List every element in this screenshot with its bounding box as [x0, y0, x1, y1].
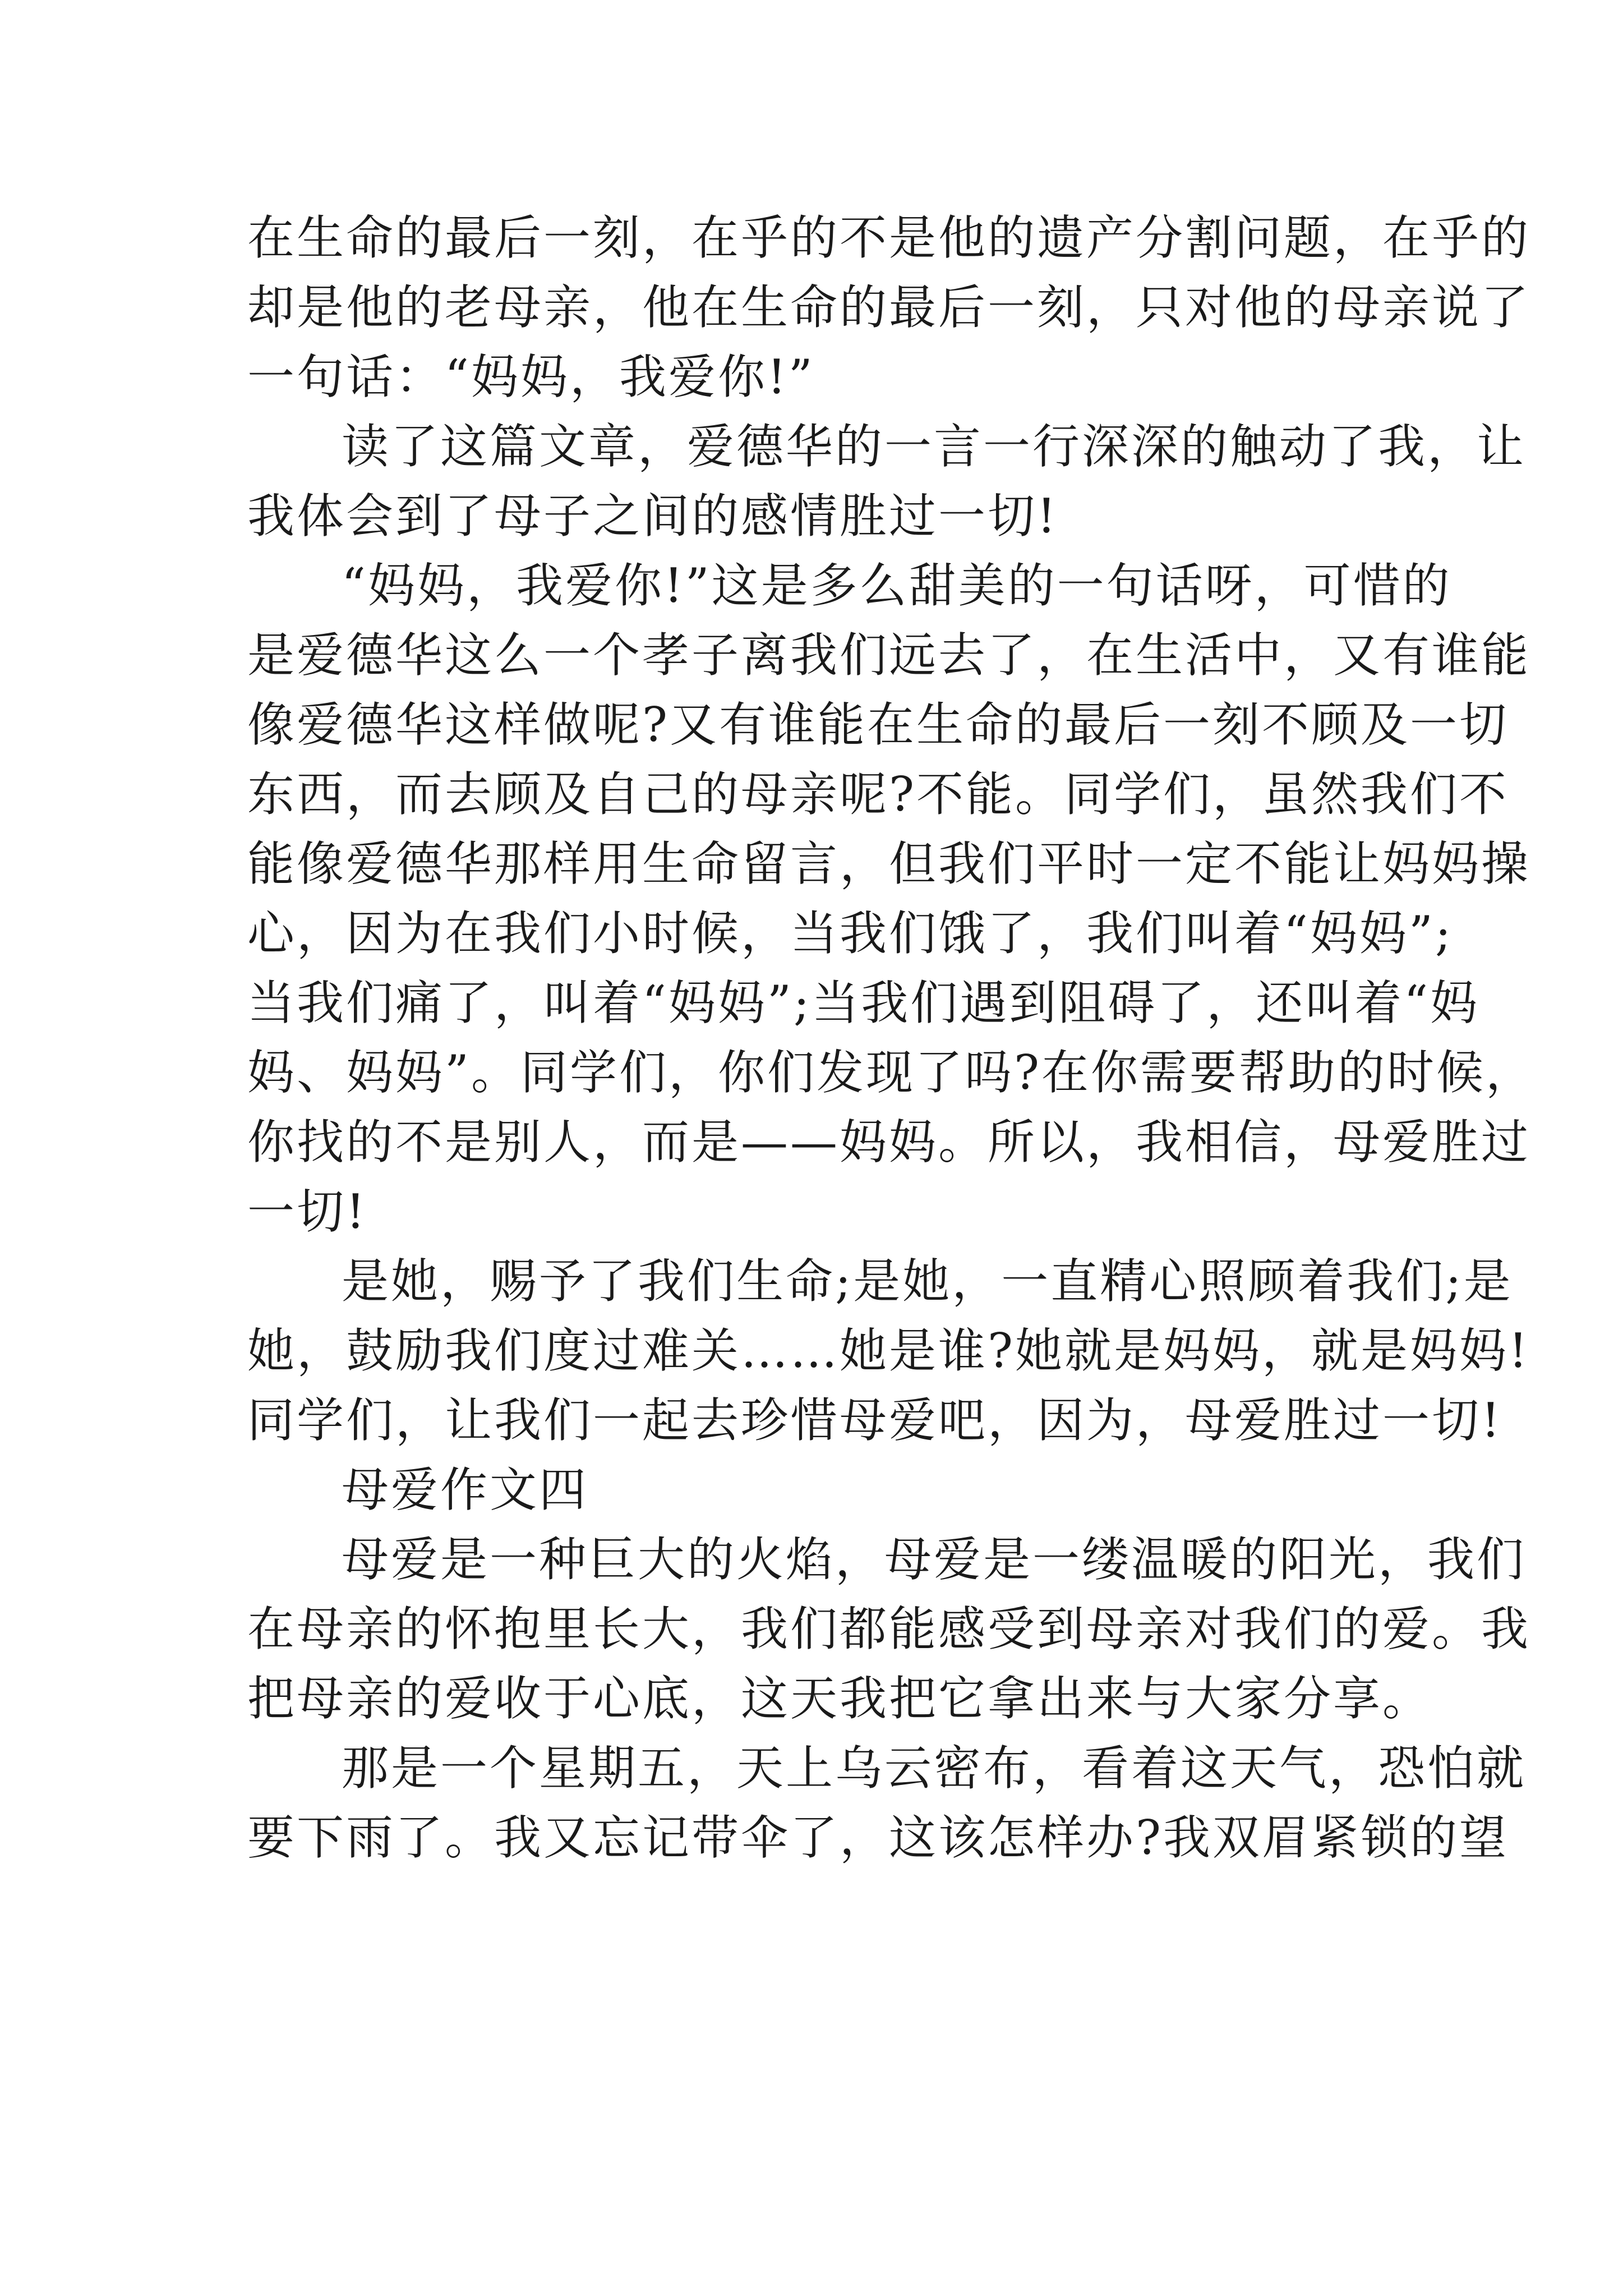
text-line: 能像爱德华那样用生命留言，但我们平时一定不能让妈妈操	[247, 836, 1531, 891]
text-line: 是她，赐予了我们生命;是她，一直精心照顾着我们;是	[342, 1254, 1513, 1309]
text-line: 像爱德华这样做呢?又有谁能在生命的最后一刻不顾及一切	[247, 697, 1509, 752]
text-line: 一句话：“妈妈，我爱你!”	[247, 349, 815, 404]
text-line: 在生命的最后一刻，在乎的不是他的遗产分割问题，在乎的	[247, 210, 1531, 265]
text-line: 一切!	[247, 1184, 367, 1239]
text-line: 要下雨了。我又忘记带伞了，这该怎样办?我双眉紧锁的望	[247, 1810, 1509, 1865]
text-line: 却是他的老母亲，他在生命的最后一刻，只对他的母亲说了	[247, 280, 1531, 335]
text-line: 她，鼓励我们度过难关……她是谁?她就是妈妈，就是妈妈!	[247, 1323, 1530, 1378]
text-line: 那是一个星期五，天上乌云密布，看着这天气，恐怕就	[342, 1741, 1527, 1796]
text-line: 母爱是一种巨大的火焰，母爱是一缕温暖的阳光，我们	[342, 1532, 1527, 1587]
text-line: 当我们痛了，叫着“妈妈”;当我们遇到阻碍了，还叫着“妈	[247, 976, 1480, 1030]
text-line: 心，因为在我们小时候，当我们饿了，我们叫着“妈妈”;	[247, 906, 1454, 961]
section-heading: 母爱作文四	[342, 1462, 589, 1517]
document-body	[247, 203, 1535, 1872]
text-line: 我体会到了母子之间的感情胜过一切!	[247, 489, 1058, 544]
text-line: 是爱德华这么一个孝子离我们远去了，在生活中，又有谁能	[247, 628, 1531, 683]
text-line: 把母亲的爱收于心底，这天我把它拿出来与大家分享。	[247, 1671, 1432, 1726]
text-line: 在母亲的怀抱里长大，我们都能感受到母亲对我们的爱。我	[247, 1602, 1531, 1657]
text-line: 妈、妈妈”。同学们，你们发现了吗?在你需要帮助的时候，	[247, 1045, 1535, 1100]
text-line: 读了这篇文章，爱德华的一言一行深深的触动了我，让	[342, 419, 1527, 474]
text-line: 同学们，让我们一起去珍惜母爱吧，因为，母爱胜过一切!	[247, 1393, 1502, 1448]
text-line: 东西，而去顾及自己的母亲呢?不能。同学们，虽然我们不	[247, 767, 1509, 822]
text-line: 你找的不是别人，而是——妈妈。所以，我相信，母爱胜过	[247, 1115, 1531, 1170]
text-line: “妈妈，我爱你!”这是多么甜美的一句话呀，可惜的	[342, 558, 1452, 613]
